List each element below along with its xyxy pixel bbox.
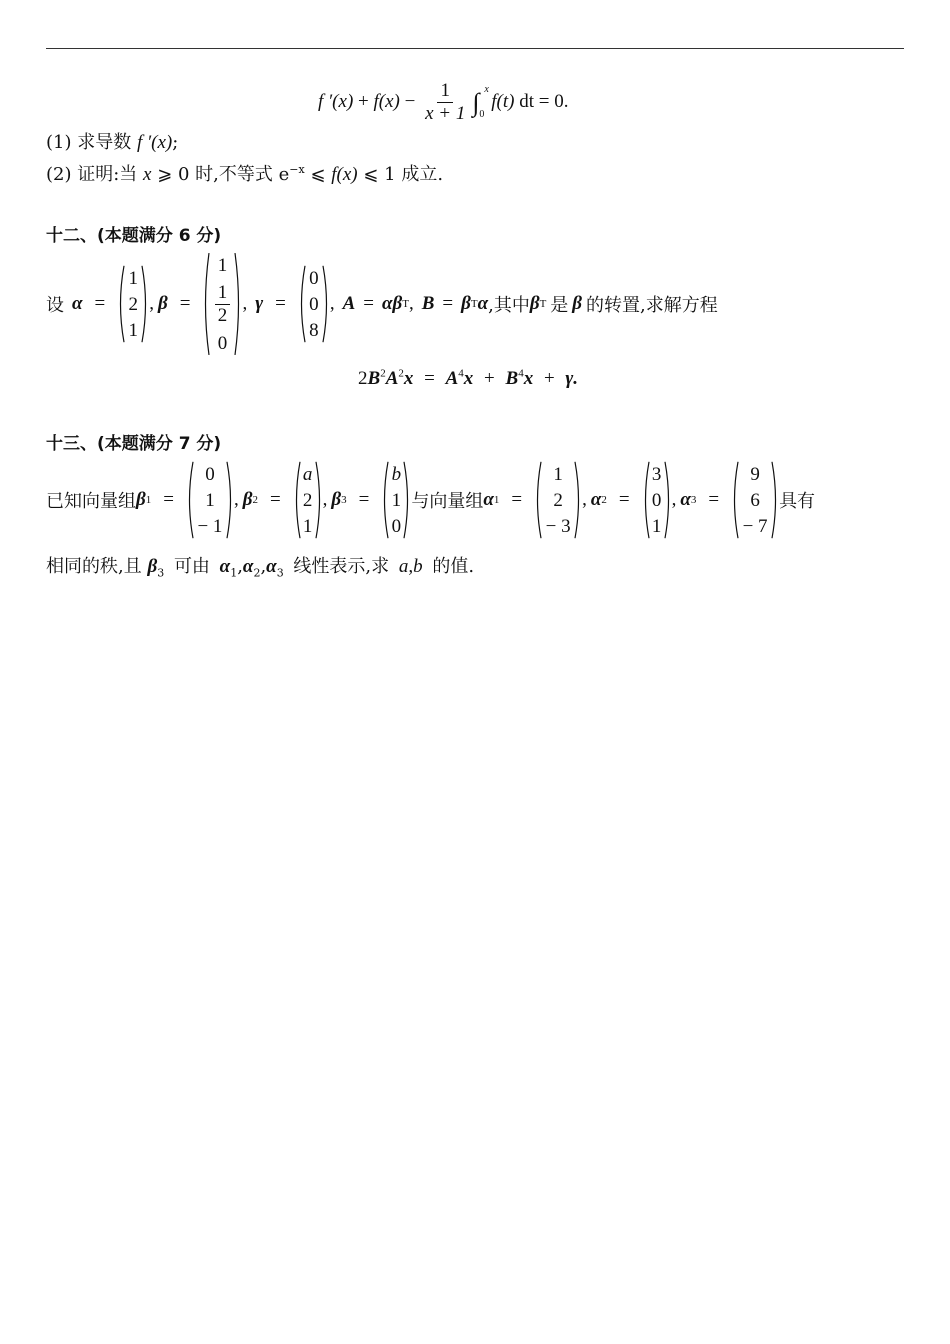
vector-x: x: [463, 368, 474, 389]
left-paren: [202, 252, 210, 356]
beta1-vector: [186, 461, 234, 539]
B-definition-beta: β: [461, 293, 471, 314]
vector-entry: 0: [217, 332, 228, 354]
formula-op: +: [358, 90, 369, 112]
left-paren: [731, 461, 739, 539]
beta-symbol: β: [529, 293, 540, 314]
q13-vectors: 已知向量组 β 1 = 0 1 − 1 , β 2 = a 2 1 , β 3 = b 1 0 与向量组 α 1 = 1 2 − 3 , α 2 = 3 0 1 , α 3 = 9 6 − 7 具有: [46, 458, 906, 542]
beta-symbol: β: [147, 556, 158, 577]
equals: =: [363, 293, 374, 314]
right-paren: [226, 461, 234, 539]
part-label: (1) 求导数: [46, 132, 132, 153]
alpha-symbol: α: [72, 293, 83, 314]
comma: ,: [322, 489, 328, 510]
left-paren: [186, 461, 194, 539]
vector-entry: 1: [391, 489, 402, 511]
subscript: 3: [276, 566, 284, 580]
left-paren: [534, 461, 542, 539]
comma: ,: [329, 293, 335, 314]
vector-entry: 0: [391, 515, 402, 537]
right-paren: [315, 461, 323, 539]
q13-line2: [46, 552, 474, 578]
equals: =: [94, 293, 106, 314]
unknowns: a,b: [398, 556, 423, 577]
text: 的转置,求解方程: [586, 295, 718, 316]
alpha-symbol: α: [590, 489, 602, 510]
integral-upper: x: [484, 83, 489, 95]
right-paren: [771, 461, 779, 539]
vector-entry: 1: [553, 463, 563, 485]
plus: +: [543, 368, 555, 389]
formula-op: −: [404, 90, 416, 112]
vector-x: x: [523, 368, 534, 389]
equals: =: [269, 489, 281, 510]
q13-heading: 十三、(本题满分 7 分): [46, 434, 222, 454]
differential: dt: [519, 90, 534, 112]
vector-entry: − 3: [545, 515, 571, 537]
vector-entry: a: [302, 463, 313, 485]
beta-symbol: β: [572, 293, 583, 314]
integrand: f(t): [491, 90, 515, 112]
beta-symbol: β: [331, 489, 342, 510]
exponent: 2: [380, 367, 386, 380]
A-definition: αβ: [381, 293, 403, 314]
beta-symbol: β: [157, 293, 168, 314]
vector-entry: b: [391, 463, 402, 485]
gamma-symbol: γ: [255, 293, 264, 314]
right-paren: [664, 461, 672, 539]
matrix-A: A: [385, 368, 399, 389]
q11-part2: [46, 160, 443, 186]
exponent: 2: [398, 367, 404, 380]
right-paren: [234, 252, 242, 356]
integral-lower: 0: [479, 108, 485, 120]
alpha1-vector: [534, 461, 582, 539]
beta-vector: [202, 252, 242, 356]
plus: +: [484, 368, 495, 389]
vector-entry: 1: [128, 267, 138, 289]
comma: ,: [408, 293, 414, 314]
alpha3-vector: [731, 461, 779, 539]
part-sup: −x: [289, 163, 305, 176]
subscript: 1: [230, 566, 238, 580]
coefficient: 2: [358, 368, 368, 389]
beta-symbol: β: [136, 489, 146, 510]
vector-entry: 3: [651, 463, 662, 485]
B-definition-alpha: α: [477, 293, 489, 314]
fraction-numerator: 1: [215, 282, 231, 305]
beta2-vector: [293, 461, 323, 539]
beta3-vector: [381, 461, 411, 539]
vector-entry: − 7: [742, 515, 768, 537]
q11-part1: [46, 128, 178, 154]
text: ,其中: [488, 295, 530, 316]
right-paren: [574, 461, 582, 539]
q12-heading: 十二、(本题满分 6 分): [46, 226, 222, 246]
vector-entry: 1: [651, 515, 662, 537]
text: 是: [550, 295, 569, 316]
vector-entry: 0: [205, 463, 215, 485]
left-paren: [117, 265, 125, 343]
left-paren: [293, 461, 301, 539]
vector-entry: 9: [750, 463, 760, 485]
left-paren: [381, 461, 389, 539]
matrix-A: A: [342, 293, 356, 314]
exponent: 4: [518, 367, 524, 380]
vector-entry: 0: [309, 293, 319, 315]
fraction: [422, 80, 468, 125]
part-end: ;: [172, 132, 179, 153]
left-paren: [642, 461, 650, 539]
fraction-denominator: x + 1: [425, 103, 466, 124]
formula-term: f(x): [373, 90, 400, 112]
right-paren: [322, 265, 330, 343]
q12-equation: [358, 368, 578, 390]
matrix-B: B: [367, 368, 381, 389]
equals: =: [163, 489, 174, 510]
fraction-numerator: 1: [437, 80, 453, 103]
equals: =: [442, 293, 454, 314]
vector-entry: 1: [217, 254, 228, 276]
right-paren: [403, 461, 411, 539]
right-paren: [141, 265, 149, 343]
part-expr: f ′(x): [136, 132, 173, 153]
beta-symbol: β: [242, 489, 253, 510]
vector-entry: 2: [128, 293, 138, 315]
formula-equals: = 0.: [538, 90, 569, 112]
gamma-vector: [298, 265, 330, 343]
equals: =: [179, 293, 191, 314]
alpha-symbol: α: [483, 489, 494, 510]
part-label: (2) 证明:当: [46, 164, 138, 185]
equals: =: [511, 489, 523, 510]
alpha-symbol: α: [219, 556, 231, 577]
vector-entry: 0: [651, 489, 662, 511]
equals: =: [275, 293, 286, 314]
left-paren: [298, 265, 306, 343]
comma: ,: [149, 293, 154, 314]
vector-entry: 8: [309, 319, 319, 341]
part-text: ⩾ 0 时,不等式 e: [157, 164, 290, 185]
vector-x: x: [403, 368, 414, 389]
subscript: 3: [157, 566, 165, 580]
fraction-denominator: 2: [217, 304, 228, 326]
vector-entry: 1: [128, 319, 138, 341]
alpha2-vector: [642, 461, 672, 539]
exponent: 4: [458, 367, 464, 380]
equals: =: [618, 489, 630, 510]
vector-entry: 2: [302, 489, 313, 511]
text: 与向量组: [411, 491, 484, 512]
intro-text: 设: [46, 295, 64, 316]
top-rule: [46, 48, 904, 49]
matrix-B: B: [421, 293, 435, 314]
q12-definitions: 设 α = 1 2 1 , β = 1 $\frac{1}{2}$ 0 , γ = 0 0 8 , A = αβ T , B = β T α ,其中 β T 是 β 的转置,求解方程: [46, 250, 718, 358]
equals: =: [358, 489, 370, 510]
vector-entry: 6: [750, 489, 760, 511]
comma: ,: [237, 556, 243, 577]
part-expr: f(x): [331, 164, 358, 185]
vector-entry: 2: [553, 489, 563, 511]
text: 可由: [173, 556, 210, 577]
equals: =: [424, 368, 435, 389]
equals: =: [708, 489, 720, 510]
part-var: x: [143, 164, 152, 185]
alpha-symbol: α: [242, 556, 254, 577]
comma: ,: [260, 556, 267, 577]
part-text: ⩽ 1 成立.: [363, 164, 444, 185]
text: 线性表示,求: [293, 556, 390, 577]
formula-top: [318, 80, 568, 125]
comma: ,: [671, 489, 677, 510]
alpha-vector: [117, 265, 149, 343]
comma: ,: [233, 489, 239, 510]
alpha-symbol: α: [266, 556, 277, 577]
gamma-symbol: γ.: [565, 368, 579, 389]
text: 具有: [779, 491, 816, 512]
vector-entry: 0: [309, 267, 319, 289]
vector-entry: 1: [302, 515, 313, 537]
matrix-B: B: [505, 368, 519, 389]
vector-entry: − 1: [197, 515, 223, 537]
comma: ,: [242, 293, 248, 314]
vector-entry: 1: [205, 489, 215, 511]
text: 的值.: [432, 556, 475, 577]
comma: ,: [582, 489, 587, 510]
part-text: ⩽: [310, 164, 326, 185]
intro-text: 已知向量组: [46, 491, 136, 512]
integral-sign: ∫ x 0: [472, 83, 489, 120]
text: 相同的秩,且: [46, 556, 142, 577]
matrix-A: A: [445, 368, 459, 389]
formula-term: f ′(x): [318, 90, 354, 112]
subscript: 2: [253, 566, 261, 580]
alpha-symbol: α: [680, 489, 691, 510]
